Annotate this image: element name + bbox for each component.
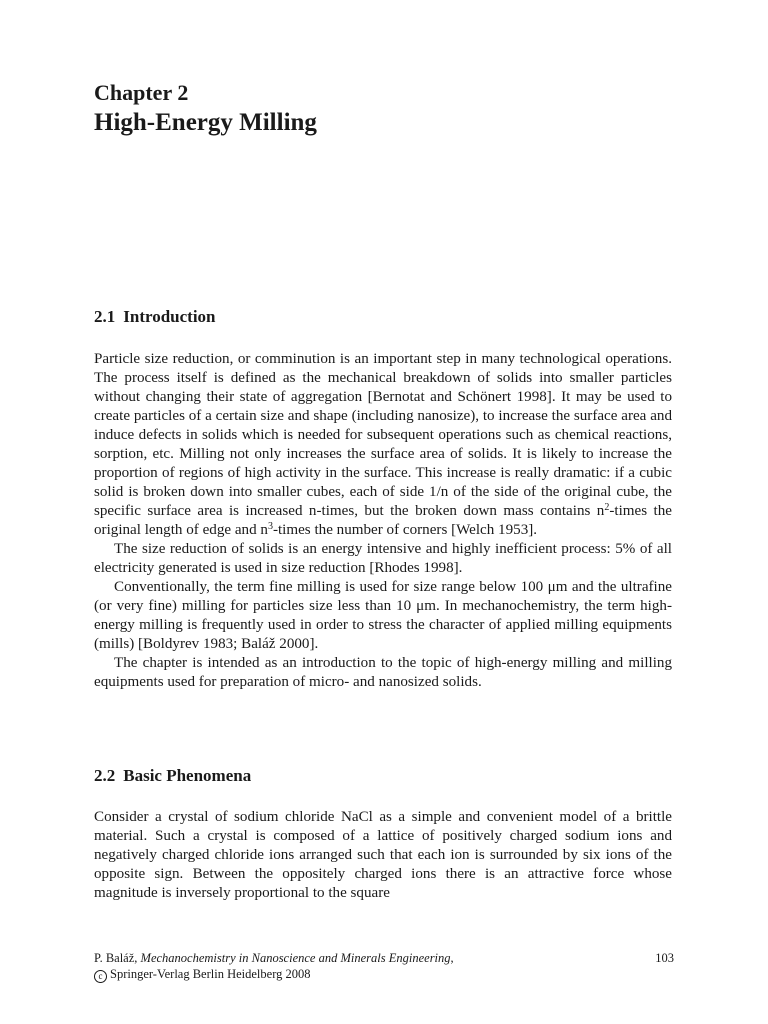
footer-citation bbox=[94, 950, 454, 983]
section-title: Basic Phenomena bbox=[123, 766, 252, 785]
footer-line-1 bbox=[94, 950, 454, 966]
section-heading-introduction bbox=[94, 306, 216, 328]
footer-author: P. Baláž, bbox=[94, 951, 141, 965]
footer-copyright: Springer-Verlag Berlin Heidelberg 2008 bbox=[110, 967, 311, 981]
paragraph bbox=[94, 350, 672, 540]
paragraph: The size reduction of solids is an energy intensive and highly inefficient process: 5% of all electricity generated is used in size reduction [Rhodes 1998]. bbox=[94, 541, 672, 576]
superscript: 3 bbox=[267, 521, 273, 532]
basic-phenomena-body bbox=[94, 808, 672, 903]
paragraph: Conventionally, the term fine milling is used for size range below 100 μm and the ultrafine (or very fine) milling for particles size less than 10 μm. In mechanochemistry, the term high-energy milling is frequently used in order to stress the character of applied milling equipments (mills) [Boldyrev 1983; Baláž 2000]. bbox=[94, 579, 672, 652]
footer-book-title: Mechanochemistry in Nanoscience and Minerals Engineering bbox=[140, 951, 451, 965]
copyright-icon: c bbox=[94, 970, 107, 983]
text-run: -times the original length of edge and n bbox=[94, 503, 672, 538]
paragraph: The chapter is intended as an introduction to the topic of high-energy milling and milling equipments used for preparation of micro- and nanosized solids. bbox=[94, 655, 672, 690]
footer-line-2 bbox=[94, 966, 454, 983]
chapter-label: Chapter 2 bbox=[94, 80, 189, 105]
introduction-body bbox=[94, 350, 672, 692]
section-number: 2.1 bbox=[94, 307, 116, 326]
footer-punctuation: , bbox=[450, 951, 454, 965]
superscript: 2 bbox=[604, 502, 610, 513]
paragraph: Consider a crystal of sodium chloride NaCl as a simple and convenient model of a brittle material. Such a crystal is composed of a lattice of positively charged sodium ions and negatively charged chloride ions arranged such that each ion is surrounded by six ions of the opposite sign. Between the oppositely charged ions there is an attractive force whose magnitude is inversely proportional to the square bbox=[94, 809, 672, 901]
page-number: 103 bbox=[655, 951, 674, 965]
section-title: Introduction bbox=[123, 307, 216, 326]
section-number: 2.2 bbox=[94, 766, 116, 785]
chapter-title: High-Energy Milling bbox=[94, 109, 317, 136]
text-run: Particle size reduction, or comminution is an important step in many technological operations. The process itself is defined as the mechanical breakdown of solids into smaller particles without changing their state of aggregation [Bernotat and Schönert 1998]. It may be used to create particles of a certain size and shape (including nanosize), to increase the surface area and induce defects in solids which is needed for subsequent operations such as chemical reactions, sorption, etc. Milling not only increases the surface area of solids. It is likely to increase the proportion of regions of high activity in the surface. This increase is really dramatic: if a cubic solid is broken down into smaller cubes, each of side 1/n of the side of the original cube, the specific surface area is increased n-times, but the broken down mass contains n bbox=[94, 351, 672, 519]
section-heading-basic-phenomena bbox=[94, 765, 251, 787]
text-run: -times the number of corners [Welch 1953]. bbox=[272, 522, 538, 538]
